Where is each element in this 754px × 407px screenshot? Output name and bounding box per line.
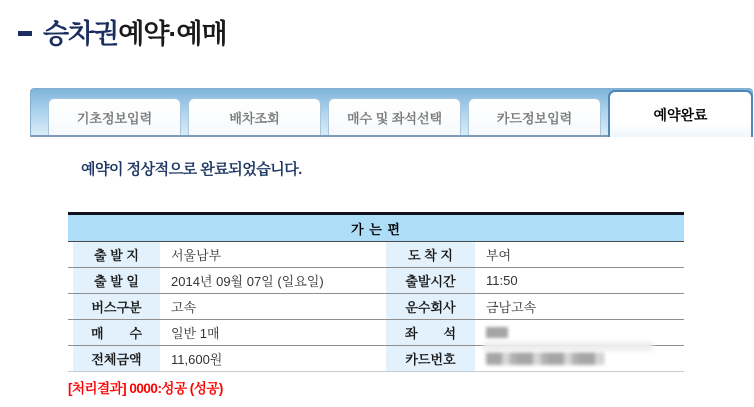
value-arrival-place: 부여 <box>486 248 512 263</box>
tab-dispatch-search[interactable]: 배차조회 <box>188 98 321 135</box>
tab-basic-info[interactable]: 기초정보입력 <box>48 98 181 135</box>
tab-reservation-complete[interactable]: 예약완료 <box>608 90 753 137</box>
tab-ticket-seat-select[interactable]: 매수 및 좌석선택 <box>328 98 461 135</box>
page-title <box>18 12 227 51</box>
table-row <box>68 268 684 294</box>
value-ticket-count: 일반 1매 <box>171 326 220 341</box>
value-bus-company: 금남고속 <box>486 300 537 315</box>
card-number-redaction-blob <box>486 352 604 365</box>
title-dash-bullet <box>18 31 32 36</box>
value-departure-place: 서울남부 <box>171 248 222 263</box>
table-row <box>68 320 684 346</box>
tab-card-info[interactable]: 카드정보입력 <box>468 98 601 135</box>
label-bus-type: 버스구분 <box>73 294 160 319</box>
table-row <box>68 294 684 320</box>
label-arrival-place: 도 착 지 <box>386 242 475 267</box>
page-title-rest: 예약·예매 <box>118 19 227 49</box>
label-departure-time: 출발시간 <box>386 268 475 293</box>
value-seat-redacted <box>475 320 684 345</box>
trip-table-header: 가 는 편 <box>68 215 684 242</box>
processing-result-text: [처리결과] 0000:성공 (성공) <box>68 381 223 396</box>
seat-redaction-blob <box>486 327 508 338</box>
value-departure-date: 2014년 09월 07일 (일요일) <box>171 274 324 289</box>
value-total-amount: 11,600원 <box>171 352 223 367</box>
step-tabbar <box>30 88 753 137</box>
label-card-number: 카드번호 <box>386 346 475 371</box>
label-ticket-count: 매 수 <box>73 320 160 345</box>
page-title-highlight: 승차권 <box>43 19 119 49</box>
label-departure-date: 출 발 일 <box>73 268 160 293</box>
label-seat: 좌 석 <box>386 320 475 345</box>
trip-info-table <box>68 212 684 372</box>
value-departure-time: 11:50 <box>486 273 518 288</box>
label-departure-place: 출 발 지 <box>73 242 160 267</box>
label-total-amount: 전체금액 <box>73 346 160 371</box>
confirmation-message: 예약이 정상적으로 완료되었습니다. <box>81 161 302 178</box>
seat-redaction-band <box>483 342 653 351</box>
label-bus-company: 운수회사 <box>386 294 475 319</box>
table-row <box>68 242 684 268</box>
value-bus-type: 고속 <box>171 300 197 315</box>
